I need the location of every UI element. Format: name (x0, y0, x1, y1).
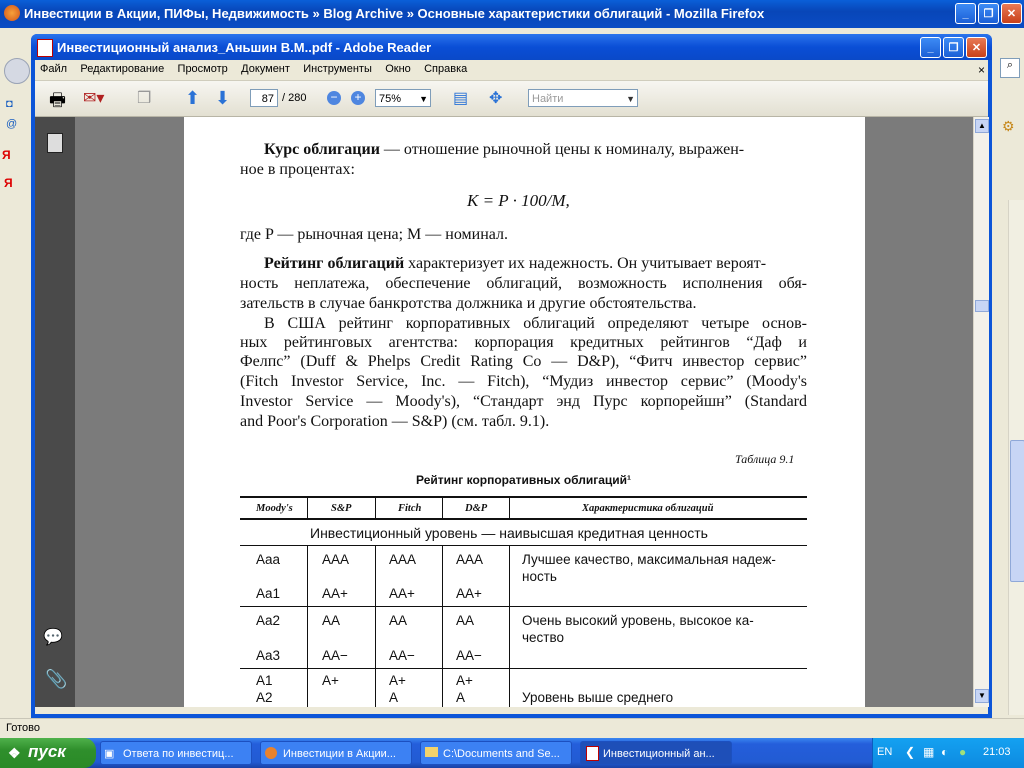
firefox-close-button[interactable]: ✕ (1001, 3, 1022, 24)
table-cell: Очень высокий уровень, высокое ка- (522, 613, 754, 628)
table-rule-row-1 (240, 606, 807, 607)
paragraph-2-line-2: ность неплатежа, обеспечение облигаций, возможность исполнения обя- (240, 275, 807, 292)
comments-icon[interactable]: 💬 (43, 629, 63, 646)
reader-minimize-button[interactable]: _ (920, 37, 941, 58)
table-cell: чество (522, 630, 565, 645)
formula: K = P · 100/M, (467, 191, 570, 210)
firefox-scrollbar[interactable] (1008, 200, 1024, 715)
menu-edit[interactable]: Редактирование (80, 63, 165, 75)
table-section-row: Инвестиционный уровень — наивысшая кредитная ценность (310, 525, 708, 541)
menu-document[interactable]: Документ (241, 63, 290, 75)
table-cell: AA (389, 613, 408, 628)
text-run: — отношение рыночной цены к номиналу, выражен- (379, 141, 745, 158)
start-button[interactable] (0, 738, 96, 768)
fit-width-icon[interactable]: ✥ (489, 90, 503, 107)
reader-maximize-button[interactable]: ❐ (943, 37, 964, 58)
table-cell: AA+ (389, 586, 415, 601)
scroll-up-icon[interactable]: ▲ (975, 119, 989, 133)
table-col-line (509, 546, 510, 707)
table-cell: A+ (322, 673, 339, 688)
table-cell: Aa3 (256, 648, 281, 663)
reader-vertical-scrollbar[interactable] (973, 117, 989, 707)
collaborate-icon: ❒ (137, 90, 152, 107)
table-cell: AAA (456, 552, 484, 567)
table-cell: AA− (322, 648, 348, 663)
firefox-title-bar (0, 0, 1024, 28)
table-rule-section (240, 545, 807, 546)
table-cell: AA+ (322, 586, 348, 601)
table-header-dp: D&P (465, 503, 488, 514)
paragraph-1-line-1 (264, 141, 807, 159)
next-page-icon[interactable]: ⬇ (215, 88, 231, 108)
paragraph-3-line-4: (Fitch Investor Service, Inc. — Fitch), “Мудиз инвестор сервис” (Moody's (240, 373, 807, 390)
search-icon[interactable]: ⌕ (1000, 58, 1020, 78)
yandex-bar-icon[interactable]: Я (4, 176, 13, 190)
menu-tools[interactable]: Инструменты (303, 63, 372, 75)
paragraph-3-line-1: В США рейтинг корпоративных облигаций определяют четыре основ- (264, 315, 807, 332)
fit-page-icon[interactable]: ▤ (453, 90, 469, 107)
table-label: Таблица 9.1 (735, 452, 795, 466)
reader-bottom-border (35, 707, 988, 714)
table-cell: A2 (256, 690, 273, 705)
paragraph-3-line-5: Investor Service — Moody's), “Стандарт энд Пурс корпорейшн” (Standard (240, 393, 807, 410)
start-label: пуск (28, 742, 66, 761)
reader-menu-bar (35, 60, 988, 81)
text-run: характеризует их надежность. Он учитывает вероят- (404, 255, 767, 272)
table-cell: AA (456, 613, 475, 628)
previous-page-icon[interactable]: ⬆ (185, 88, 201, 108)
paragraph-3-line-3: Фелпс” (Duff & Phelps Credit Rating Co — D&P), “Фитч инвестор сервис” (240, 353, 807, 370)
pdf-task-icon (586, 746, 599, 761)
table-cell: AA− (389, 648, 415, 663)
table-header-fitch: Fitch (398, 503, 422, 514)
navigation-pane (35, 117, 75, 707)
menu-file[interactable]: Файл (40, 63, 68, 75)
paragraph-3-line-6: and Poor's Corporation — S&P) (см. табл. 9.1). (240, 413, 550, 430)
clock: 21:03 (983, 746, 1011, 758)
page-total: / 280 (282, 92, 307, 104)
print-icon[interactable]: 🖶 (49, 90, 66, 110)
table-cell: Лучшее качество, максимальная надеж- (522, 552, 776, 567)
bookmark-icon[interactable]: ◘ (6, 98, 13, 110)
firefox-icon (4, 5, 20, 21)
table-col-line (509, 497, 510, 519)
reader-window-title: Инвестиционный анализ_Аньшин В.М..pdf - Adobe Reader (57, 40, 432, 55)
paragraph-2-line-1 (264, 255, 807, 273)
gear-icon[interactable]: ⚙ (1002, 118, 1015, 134)
security-icon[interactable]: ● (959, 745, 967, 759)
find-placeholder: Найти (532, 93, 564, 105)
word-icon: ▣ (104, 748, 115, 760)
taskbar-item[interactable]: C:\Documents and Se... (420, 741, 572, 765)
volume-icon[interactable]: ◐ (941, 745, 949, 759)
find-chevron-icon[interactable]: ▼ (626, 94, 635, 104)
term-bond-rating: Рейтинг облигаций (264, 255, 405, 272)
zoom-value: 75% (379, 93, 402, 105)
taskbar-item-active[interactable]: Инвестиционный ан... (580, 741, 732, 765)
firefox-status-bar (0, 718, 1024, 739)
zoom-in-icon[interactable]: + (351, 91, 365, 105)
menu-window[interactable]: Окно (385, 63, 411, 75)
table-rule-row-2 (240, 668, 807, 669)
table-header-sp: S&P (331, 503, 352, 514)
firefox-task-icon (265, 747, 277, 759)
table-col-line (307, 497, 308, 519)
table-title: Рейтинг корпоративных облигаций¹ (416, 473, 632, 487)
back-icon[interactable] (4, 58, 30, 84)
table-cell: ность (522, 569, 557, 584)
table-cell: AA (322, 613, 341, 628)
table-col-line (375, 497, 376, 519)
table-header-description: Характеристика облигаций (582, 503, 714, 514)
paragraph-3-line-2: ных рейтинговых агентства: корпорация кредитных рейтингов “Даф и (240, 334, 807, 351)
reader-toolbar (35, 81, 988, 117)
firefox-maximize-button[interactable]: ❐ (978, 3, 999, 24)
table-cell: A+ (389, 673, 406, 688)
table-cell: AA− (456, 648, 482, 663)
term-bond-rate: Курс облигации (264, 141, 380, 158)
pdf-page (184, 117, 865, 707)
table-cell: A1 (256, 673, 273, 688)
reader-scroll-thumb[interactable] (975, 300, 989, 312)
pdf-icon (37, 39, 53, 57)
page-number-input[interactable]: 87 (250, 89, 278, 107)
pages-icon[interactable] (47, 133, 63, 153)
table-rule-header (240, 518, 807, 520)
table-cell: AA+ (456, 586, 482, 601)
chevron-left-icon[interactable]: ❮ (905, 745, 916, 759)
table-cell: A+ (456, 673, 473, 688)
taskbar-item[interactable]: Инвестиции в Акции... (260, 741, 412, 765)
scroll-down-icon[interactable]: ▼ (975, 689, 989, 703)
zoom-out-icon[interactable]: − (327, 91, 341, 105)
folder-icon (425, 747, 438, 757)
windows-logo-icon: ❖ (8, 745, 21, 761)
firefox-left-edge (0, 28, 32, 718)
menu-view[interactable]: Просмотр (177, 63, 228, 75)
network-icon[interactable]: ▦ (923, 745, 935, 759)
menu-help[interactable]: Справка (424, 63, 468, 75)
table-cell: AAA (322, 552, 350, 567)
menu-close-icon[interactable]: × (978, 63, 986, 77)
table-cell: A (389, 690, 399, 705)
reader-title-bar (31, 34, 992, 60)
firefox-minimize-button[interactable]: _ (955, 3, 976, 24)
zoom-select[interactable] (375, 89, 431, 107)
status-text: Готово (6, 722, 40, 734)
taskbar-item[interactable]: Ответа по инвестиц... (100, 741, 252, 765)
table-cell: Уровень выше среднего (522, 690, 674, 705)
language-indicator[interactable]: EN (877, 746, 893, 758)
paragraph-2-line-3: зательств в случае банкротства должника и другие обстоятельства. (240, 295, 697, 312)
table-col-line (442, 546, 443, 707)
attachments-icon[interactable]: 📎 (45, 669, 68, 689)
table-cell: Aaa (256, 552, 281, 567)
table-header-moodys: Moody's (256, 503, 293, 514)
table-cell: AAA (389, 552, 417, 567)
mail-icon[interactable]: @ (6, 118, 18, 130)
firefox-window-title: Инвестиции в Акции, ПИФы, Недвижимость » Blog Archive » Основные характеристики облигаций - Mozilla Firefox (24, 6, 765, 21)
formula-where: где P — рыночная цена; M — номинал. (240, 226, 509, 243)
yandex-icon[interactable]: Я (2, 148, 11, 162)
table-col-line (375, 546, 376, 707)
firefox-scroll-thumb[interactable] (1010, 440, 1024, 582)
find-input[interactable] (528, 89, 638, 107)
table-cell: A (456, 690, 466, 705)
table-col-line (442, 497, 443, 519)
table-col-line (307, 546, 308, 707)
email-icon[interactable]: ✉▾ (83, 90, 105, 107)
system-tray (872, 738, 1024, 768)
chevron-down-icon: ▼ (419, 94, 428, 104)
paragraph-1-line-2: ное в процентах: (240, 161, 355, 178)
reader-close-button[interactable]: ✕ (966, 37, 987, 58)
table-cell: Aa1 (256, 586, 281, 601)
table-rule-top (240, 496, 807, 498)
table-cell: Aa2 (256, 613, 281, 628)
